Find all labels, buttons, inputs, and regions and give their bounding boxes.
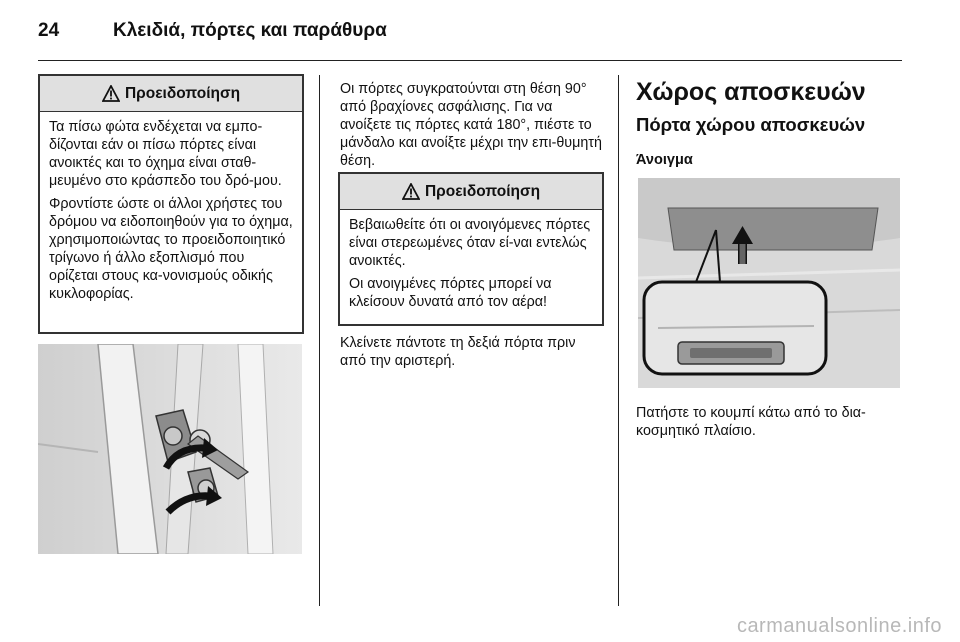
warning-triangle-icon (402, 183, 420, 200)
tailgate-instruction (636, 404, 902, 440)
door-hold-intro (340, 80, 602, 170)
warning-body (40, 112, 302, 309)
warning-title: Προειδοποίηση (124, 84, 241, 102)
door-hinge-illustration (38, 344, 302, 554)
page-header (38, 12, 922, 48)
warning-paragraph: Φροντίστε ώστε οι άλλοι χρήστες του δρόμου να ειδοποιηθούν για το όχημα, χρησιμοποιώντας το προειδοποιητικό τρίγωνο ή άλλο εξοπλισμό που ορίζεται στους κα-νονισμούς οδικής κυκλοφορίας. (49, 196, 293, 302)
page-title: Κλειδιά, πόρτες και παράθυρα (113, 20, 387, 41)
warning-paragraph: Βεβαιωθείτε ότι οι ανοιγόμενες πόρτες είναι στερεωμένες όταν εί-ναι εντελώς ανοικτές. (349, 217, 591, 269)
warning-title: Προειδοποίηση (424, 182, 541, 200)
column-divider-left (319, 75, 320, 606)
instruction-paragraph: Πατήστε το κουμπί κάτω από το δια-κοσμητικό πλαίσιο. (636, 405, 866, 439)
warning-header (340, 174, 602, 210)
section-title: Χώρος αποσκευών (636, 78, 866, 106)
watermark: carmanualsonline.info (736, 615, 942, 637)
warning-box-rear-lights (38, 74, 304, 334)
warning-paragraph: Οι ανοιγμένες πόρτες μπορεί να κλείσουν δυνατά από τον αέρα! (349, 276, 552, 310)
tailgate-button-illustration (638, 178, 900, 388)
warning-paragraph: Τα πίσω φώτα ενδέχεται να εμπο-δίζονται εάν οι πίσω πόρτες είναι ανοικτές και το όχημα είναι σταθ-μευμένο στο κράσπεδο του δρό-μου. (49, 119, 282, 189)
page-number: 24 (38, 20, 60, 41)
closing-paragraph: Κλείνετε πάντοτε τη δεξιά πόρτα πριν από την αριστερή. (340, 335, 576, 369)
hinge-drawing (38, 344, 302, 554)
tailgate-drawing (638, 178, 900, 388)
header-divider (38, 60, 902, 61)
column-divider-right (618, 75, 619, 606)
warning-triangle-icon (102, 85, 120, 102)
closing-instruction (340, 334, 602, 370)
warning-box-doors (338, 172, 604, 326)
subsection-title: Πόρτα χώρου αποσκευών (636, 114, 866, 135)
sub-subsection-title: Άνοιγμα (636, 152, 693, 168)
warning-header (40, 76, 302, 112)
warning-body (340, 210, 602, 317)
intro-paragraph: Οι πόρτες συγκρατούνται στη θέση 90° από βραχίονες ασφάλισης. Για να ανοίξετε τις πόρτες κατά 180°, πιέστε το μάνδαλο και ανοίξτε μέχρι την επι-θυμητή θέση. (340, 81, 602, 169)
